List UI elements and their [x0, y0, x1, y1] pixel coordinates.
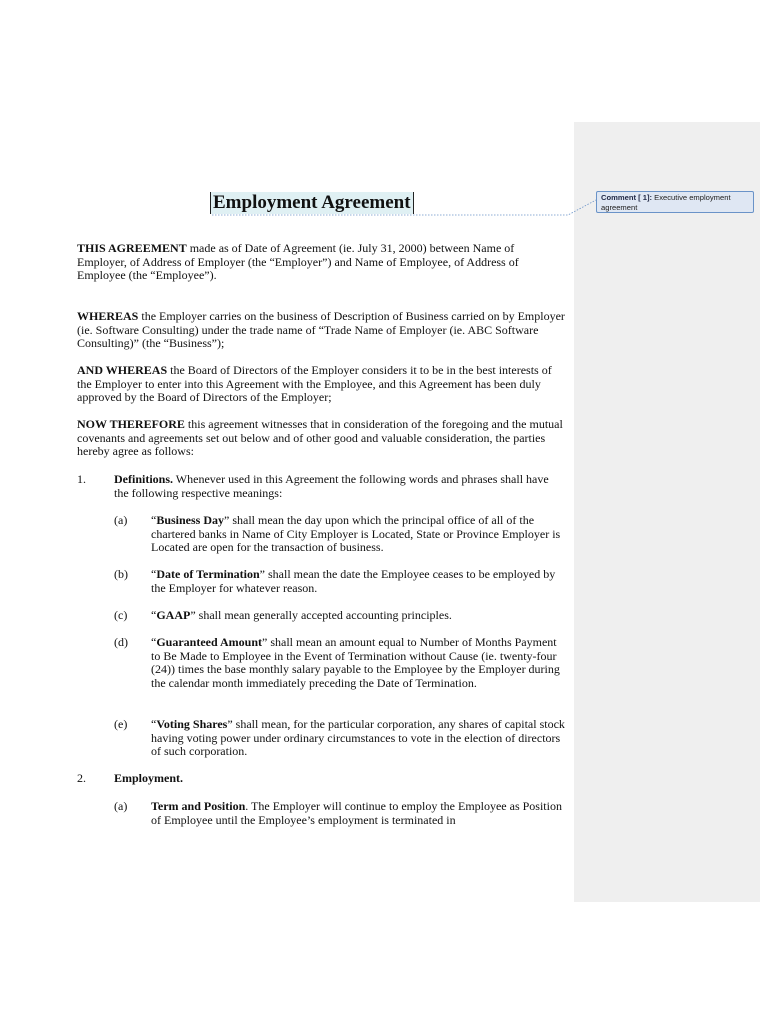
defined-term: Business Day	[156, 513, 225, 527]
section-number: 1.	[77, 472, 86, 486]
preamble-paragraph	[77, 242, 565, 283]
subsection-heading: Term and Position	[151, 799, 246, 813]
comment-balloon[interactable]	[596, 191, 754, 213]
section-text: Whenever used in this Agreement the following words and phrases shall have the following respective meanings:	[114, 472, 549, 500]
and-whereas-paragraph	[77, 364, 565, 405]
definition-item	[151, 636, 565, 690]
quote-mark: “	[151, 717, 157, 731]
definition-text: ” shall mean an amount equal to Number of Months Payment to Be Made to Employee in the Event of Termination without Cause (ie. twenty-four (24)) times the base monthly salary payable to the Employee by the Employer during the calendar month immediately preceding the Date of Termination.	[151, 635, 560, 690]
definition-text: ” shall mean, for the particular corporation, any shares of capital stock having voting power under ordinary circumstances to vote in the election of directors of such corporation.	[151, 717, 565, 759]
paragraph-text: this agreement witnesses that in consideration of the foregoing and the mutual covenants and agreements set out below and of other good and valuable consideration, the parties hereby agree as follows:	[77, 417, 563, 459]
paragraph-lead: WHEREAS	[77, 309, 139, 323]
comment-pane	[574, 122, 760, 902]
definition-text: ” shall mean generally accepted accounting principles.	[190, 608, 452, 622]
definition-item	[151, 609, 565, 623]
item-letter: (c)	[114, 608, 128, 622]
paragraph-lead: NOW THEREFORE	[77, 417, 185, 431]
quote-mark: “	[151, 567, 157, 581]
section-number: 2.	[77, 771, 86, 785]
section-paragraph	[114, 772, 566, 786]
quote-mark: “	[151, 513, 157, 527]
quote-mark: “	[151, 635, 157, 649]
definition-item	[151, 718, 565, 759]
definition-item	[151, 568, 565, 595]
defined-term: Guaranteed Amount	[156, 635, 263, 649]
now-therefore-paragraph	[77, 418, 565, 459]
item-letter: (b)	[114, 567, 128, 581]
section-heading: Definitions.	[114, 472, 174, 486]
definition-text: ” shall mean the day upon which the principal office of all of the chartered banks in Name of City Employer is Located, State or Province Employer is Located are open for the transaction of business.	[151, 513, 561, 555]
item-letter: (a)	[114, 799, 128, 813]
subsection-text: . The Employer will continue to employ the Employee as Position of Employee until the Employee’s employment is terminated in	[151, 799, 562, 827]
definition-text: ” shall mean the date the Employee ceases to be employed by the Employer for whatever reason.	[151, 567, 556, 595]
item-letter: (d)	[114, 635, 128, 649]
paragraph-text: the Board of Directors of the Employer considers it to be in the best interests of the Employer to enter into this Agreement with the Employee, and this Agreement has been duly approved by the Board of Directors of the Employer;	[77, 363, 552, 405]
paragraph-text: the Employer carries on the business of Description of Business carried on by Employer (ie. Software Consulting) under the trade name of “Trade Name of Employer (ie. ABC Software Consulting)” (the “Business”);	[77, 309, 565, 351]
defined-term: GAAP	[156, 608, 191, 622]
section-heading: Employment.	[114, 771, 183, 785]
comment-tag: Comment [ 1]:	[601, 193, 653, 202]
paragraph-lead: AND WHEREAS	[77, 363, 168, 377]
title-wrap	[210, 192, 414, 214]
page-title[interactable]: Employment Agreement	[210, 192, 414, 214]
quote-mark: “	[151, 608, 157, 622]
whereas-paragraph	[77, 310, 565, 351]
paragraph-lead: THIS AGREEMENT	[77, 241, 187, 255]
defined-term: Voting Shares	[156, 717, 228, 731]
definition-item	[151, 514, 565, 555]
item-letter: (a)	[114, 513, 128, 527]
defined-term: Date of Termination	[156, 567, 260, 581]
paragraph-text: made as of Date of Agreement (ie. July 31, 2000) between Name of Employer, of Address of Employer (the “Employer”) and Name of Employee, of Address of Employee (the “Employee”).	[77, 241, 519, 283]
item-letter: (e)	[114, 717, 128, 731]
section-paragraph	[114, 473, 566, 500]
comment-text: Executive employment agreement	[601, 193, 731, 212]
definition-item	[151, 800, 565, 827]
